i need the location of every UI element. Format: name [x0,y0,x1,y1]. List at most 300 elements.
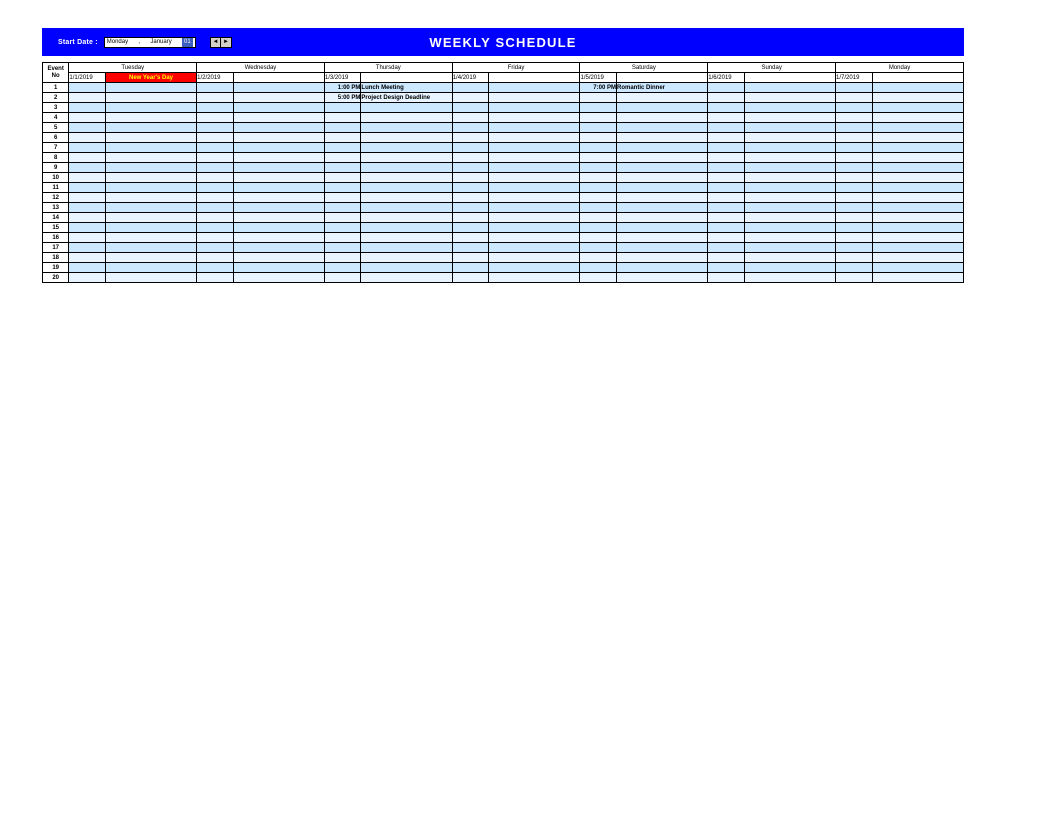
event-description-cell[interactable] [105,153,196,163]
event-time-cell[interactable] [69,153,106,163]
event-description-cell[interactable] [105,83,196,93]
event-time-cell[interactable] [324,163,361,173]
event-description-cell[interactable] [744,133,835,143]
event-time-cell[interactable] [580,173,617,183]
table-row [43,133,964,143]
event-time-cell[interactable] [708,163,745,173]
table-row [43,103,964,113]
event-time-cell[interactable] [324,123,361,133]
date-cell-wednesday: 1/2/2019 [197,73,234,83]
event-description-cell[interactable] [361,263,452,273]
event-description-cell[interactable] [616,163,707,173]
event-time-cell[interactable] [324,183,361,193]
event-time-cell[interactable] [836,173,873,183]
event-description-cell[interactable] [361,183,452,193]
event-time-cell[interactable] [324,143,361,153]
event-time-cell[interactable] [69,103,106,113]
event-description-cell[interactable] [489,153,580,163]
event-time-cell[interactable] [708,213,745,223]
event-description-cell[interactable] [361,163,452,173]
event-description-cell[interactable] [361,253,452,263]
event-description-cell[interactable] [233,143,324,153]
event-time-cell[interactable] [197,113,234,123]
event-time-cell[interactable] [324,253,361,263]
event-time-cell[interactable] [580,253,617,263]
event-time-cell[interactable] [708,123,745,133]
event-time-cell[interactable] [836,83,873,93]
event-description-cell[interactable] [105,203,196,213]
event-description-cell[interactable] [105,213,196,223]
event-time-cell[interactable] [836,133,873,143]
event-time-cell[interactable]: 1:00 PM [324,83,361,93]
event-time-cell[interactable] [836,163,873,173]
event-description-cell[interactable] [616,233,707,243]
event-description-cell[interactable] [233,213,324,223]
event-description-cell[interactable] [616,273,707,283]
event-time-cell[interactable] [452,253,489,263]
event-time-cell[interactable] [69,113,106,123]
event-time-cell[interactable] [69,123,106,133]
event-time-cell[interactable] [580,133,617,143]
event-description-cell[interactable] [744,123,835,133]
event-number-cell: 19 [43,263,69,273]
event-description-cell[interactable] [616,113,707,123]
event-description-cell[interactable] [616,223,707,233]
event-description-cell[interactable] [872,133,963,143]
event-description-cell[interactable] [872,83,963,93]
event-time-cell[interactable] [708,243,745,253]
event-description-cell[interactable] [489,143,580,153]
event-time-cell[interactable] [69,233,106,243]
event-time-cell[interactable] [452,143,489,153]
event-description-cell[interactable] [616,143,707,153]
event-description-cell[interactable] [489,263,580,273]
event-description-cell[interactable] [105,143,196,153]
event-time-cell[interactable] [708,113,745,123]
event-description-cell[interactable] [233,253,324,263]
event-description-cell[interactable] [233,263,324,273]
event-description-cell[interactable] [744,163,835,173]
event-description-cell[interactable]: Romantic Dinner [616,83,707,93]
event-description-cell[interactable] [744,93,835,103]
event-description-cell[interactable]: Lunch Meeting [361,83,452,93]
event-time-cell[interactable] [452,93,489,103]
event-description-cell[interactable] [105,103,196,113]
event-description-cell[interactable] [105,173,196,183]
event-time-cell[interactable] [836,233,873,243]
event-time-cell[interactable] [324,103,361,113]
event-time-cell[interactable] [452,273,489,283]
table-row [43,273,964,283]
event-time-cell[interactable] [452,243,489,253]
event-time-cell[interactable] [580,183,617,193]
event-description-cell[interactable]: Project Design Deadline [361,93,452,103]
event-time-cell[interactable] [452,203,489,213]
event-time-cell[interactable] [580,163,617,173]
event-description-cell[interactable] [744,173,835,183]
event-description-cell[interactable] [489,83,580,93]
event-time-cell[interactable] [197,203,234,213]
event-description-cell[interactable] [105,133,196,143]
event-time-cell[interactable] [452,153,489,163]
event-description-cell[interactable] [489,233,580,243]
event-description-cell[interactable] [616,263,707,273]
event-time-cell[interactable] [452,83,489,93]
event-description-cell[interactable] [361,123,452,133]
event-description-cell[interactable] [105,193,196,203]
event-time-cell[interactable] [452,103,489,113]
event-time-cell[interactable] [836,123,873,133]
event-time-cell[interactable] [324,133,361,143]
event-time-cell[interactable] [708,153,745,163]
event-time-cell[interactable] [580,223,617,233]
event-time-cell[interactable] [452,183,489,193]
event-description-cell[interactable] [105,243,196,253]
event-description-cell[interactable] [361,193,452,203]
event-time-cell[interactable] [836,213,873,223]
event-description-cell[interactable] [233,123,324,133]
event-description-cell[interactable] [744,213,835,223]
event-description-cell[interactable] [616,93,707,103]
event-description-cell[interactable] [105,183,196,193]
event-time-cell[interactable] [836,203,873,213]
event-description-cell[interactable] [744,233,835,243]
event-time-cell[interactable] [452,213,489,223]
start-date-day[interactable]: January [150,38,172,45]
date-cell-tuesday: 1/1/2019 [69,73,106,83]
table-header-row [43,63,964,73]
event-description-cell[interactable] [233,233,324,243]
event-description-cell[interactable] [489,203,580,213]
event-description-cell[interactable] [872,243,963,253]
event-time-cell[interactable] [580,203,617,213]
event-time-cell[interactable] [197,243,234,253]
event-description-cell[interactable] [872,123,963,133]
event-time-cell[interactable] [836,143,873,153]
event-time-cell[interactable] [708,133,745,143]
event-time-cell[interactable] [708,193,745,203]
event-description-cell[interactable] [233,163,324,173]
event-description-cell[interactable] [489,173,580,183]
event-time-cell[interactable] [69,183,106,193]
event-number-cell: 4 [43,113,69,123]
event-description-cell[interactable] [489,253,580,263]
event-time-cell[interactable] [197,193,234,203]
event-description-cell[interactable] [489,123,580,133]
event-description-cell[interactable] [872,223,963,233]
event-time-cell[interactable] [69,213,106,223]
event-time-cell[interactable] [324,263,361,273]
event-time-cell[interactable] [69,143,106,153]
event-description-cell[interactable] [105,233,196,243]
event-time-cell[interactable] [452,233,489,243]
event-description-cell[interactable] [744,203,835,213]
event-description-cell[interactable] [489,193,580,203]
event-time-cell[interactable] [452,163,489,173]
event-description-cell[interactable] [361,213,452,223]
event-time-cell[interactable] [69,243,106,253]
event-time-cell[interactable] [836,113,873,123]
event-description-cell[interactable] [616,153,707,163]
event-time-cell[interactable] [197,103,234,113]
event-time-cell[interactable] [580,143,617,153]
event-description-cell[interactable] [105,273,196,283]
event-description-cell[interactable] [872,103,963,113]
event-time-cell[interactable] [69,163,106,173]
event-time-cell[interactable] [69,133,106,143]
event-time-cell[interactable] [708,183,745,193]
date-cell-friday: 1/4/2019 [452,73,489,83]
event-time-cell[interactable] [197,233,234,243]
event-time-cell[interactable] [197,183,234,193]
event-time-cell[interactable] [197,173,234,183]
event-time-cell[interactable] [197,143,234,153]
event-time-cell[interactable] [836,253,873,263]
event-time-cell[interactable] [452,173,489,183]
event-description-cell[interactable] [233,183,324,193]
event-description-cell[interactable] [233,93,324,103]
event-description-cell[interactable] [744,143,835,153]
event-description-cell[interactable] [744,193,835,203]
start-date-year[interactable]: 01 [184,38,191,45]
event-description-cell[interactable] [489,183,580,193]
event-time-cell[interactable] [452,113,489,123]
event-description-cell[interactable] [233,273,324,283]
event-time-cell[interactable] [197,223,234,233]
event-time-cell[interactable] [708,263,745,273]
event-description-cell[interactable] [616,253,707,263]
event-description-cell[interactable] [872,93,963,103]
event-time-cell[interactable] [324,113,361,123]
event-description-cell[interactable] [233,223,324,233]
event-description-cell[interactable] [489,103,580,113]
event-description-cell[interactable] [616,133,707,143]
event-time-cell[interactable] [836,193,873,203]
event-description-cell[interactable] [872,163,963,173]
event-time-cell[interactable] [69,263,106,273]
event-time-cell[interactable] [580,93,617,103]
event-time-cell[interactable]: 7:00 PM [580,83,617,93]
table-row [43,113,964,123]
event-time-cell[interactable] [708,103,745,113]
event-time-cell[interactable] [836,243,873,253]
event-time-cell[interactable] [324,173,361,183]
event-description-cell[interactable] [233,103,324,113]
event-time-cell[interactable] [708,233,745,243]
event-description-cell[interactable] [489,213,580,223]
event-time-cell[interactable] [452,263,489,273]
event-time-cell[interactable] [580,263,617,273]
event-time-cell[interactable] [452,123,489,133]
event-time-cell[interactable] [708,83,745,93]
event-description-cell[interactable] [744,113,835,123]
event-description-cell[interactable] [872,263,963,273]
event-time-cell[interactable] [580,273,617,283]
event-description-cell[interactable] [616,213,707,223]
table-row [43,173,964,183]
event-description-cell[interactable] [361,173,452,183]
event-time-cell[interactable] [69,203,106,213]
spinner-right-arrow-icon[interactable]: ► [223,39,229,45]
event-description-cell[interactable] [233,173,324,183]
event-time-cell[interactable] [197,123,234,133]
event-description-cell[interactable] [872,183,963,193]
event-description-cell[interactable] [616,173,707,183]
event-description-cell[interactable] [744,243,835,253]
event-time-cell[interactable] [452,193,489,203]
event-time-cell[interactable] [580,243,617,253]
event-time-cell[interactable] [836,223,873,233]
event-description-cell[interactable] [489,93,580,103]
event-time-cell[interactable] [324,233,361,243]
event-time-cell[interactable] [69,83,106,93]
event-description-cell[interactable] [361,273,452,283]
event-time-cell[interactable] [197,163,234,173]
event-description-cell[interactable] [744,103,835,113]
event-description-cell[interactable] [616,123,707,133]
event-description-cell[interactable] [233,203,324,213]
event-description-cell[interactable] [105,123,196,133]
event-description-cell[interactable] [361,243,452,253]
event-description-cell[interactable] [872,153,963,163]
event-time-cell[interactable] [197,153,234,163]
event-time-cell[interactable] [197,213,234,223]
event-no-header [43,63,69,83]
event-description-cell[interactable] [489,113,580,123]
event-description-cell[interactable] [744,83,835,93]
event-time-cell[interactable] [324,223,361,233]
event-description-cell[interactable] [489,163,580,173]
event-description-cell[interactable] [105,223,196,233]
event-time-cell[interactable] [836,153,873,163]
event-description-cell[interactable] [233,153,324,163]
event-description-cell[interactable] [872,253,963,263]
event-time-cell[interactable] [452,223,489,233]
event-description-cell[interactable] [105,113,196,123]
event-time-cell[interactable] [580,113,617,123]
event-time-cell[interactable] [580,103,617,113]
event-description-cell[interactable] [616,243,707,253]
event-time-cell[interactable] [836,183,873,193]
event-time-cell[interactable] [324,203,361,213]
event-time-cell[interactable] [197,83,234,93]
event-description-cell[interactable] [616,183,707,193]
event-description-cell[interactable] [361,103,452,113]
event-description-cell[interactable] [105,263,196,273]
event-time-cell[interactable] [452,133,489,143]
event-description-cell[interactable] [744,183,835,193]
event-time-cell[interactable] [197,93,234,103]
event-time-cell[interactable] [708,273,745,283]
event-time-cell[interactable] [197,273,234,283]
spinner-left-arrow-icon[interactable]: ◄ [211,38,222,47]
event-description-cell[interactable] [233,113,324,123]
event-description-cell[interactable] [872,233,963,243]
event-time-cell[interactable] [708,253,745,263]
event-description-cell[interactable] [105,163,196,173]
event-description-cell[interactable] [744,263,835,273]
event-description-cell[interactable] [489,273,580,283]
event-description-cell[interactable] [872,143,963,153]
event-time-cell[interactable] [836,103,873,113]
event-description-cell[interactable] [233,243,324,253]
event-time-cell[interactable] [324,193,361,203]
event-time-cell[interactable] [69,253,106,263]
event-description-cell[interactable] [361,153,452,163]
table-row [43,193,964,203]
event-time-cell[interactable] [580,193,617,203]
event-description-cell[interactable] [233,193,324,203]
event-description-cell[interactable] [744,153,835,163]
event-description-cell[interactable] [872,113,963,123]
event-time-cell[interactable] [324,213,361,223]
event-description-cell[interactable] [105,253,196,263]
event-description-cell[interactable] [616,203,707,213]
event-description-cell[interactable] [872,213,963,223]
event-time-cell[interactable] [324,273,361,283]
event-description-cell[interactable] [361,203,452,213]
start-date-month[interactable]: Monday [106,38,129,45]
event-time-cell[interactable]: 5:00 PM [324,93,361,103]
event-time-cell[interactable] [197,133,234,143]
event-time-cell[interactable] [580,153,617,163]
event-description-cell[interactable] [616,103,707,113]
event-description-cell[interactable] [489,133,580,143]
event-description-cell[interactable] [361,233,452,243]
event-time-cell[interactable] [69,223,106,233]
event-time-cell[interactable] [324,153,361,163]
event-time-cell[interactable] [836,263,873,273]
event-description-cell[interactable] [872,173,963,183]
event-time-cell[interactable] [197,263,234,273]
event-time-cell[interactable] [69,273,106,283]
event-time-cell[interactable] [69,173,106,183]
event-number-cell: 20 [43,273,69,283]
event-description-cell[interactable] [616,193,707,203]
event-description-cell[interactable] [744,273,835,283]
event-time-cell[interactable] [324,243,361,253]
event-description-cell[interactable] [233,83,324,93]
event-time-cell[interactable] [708,143,745,153]
event-time-cell[interactable] [708,223,745,233]
event-time-cell[interactable] [197,253,234,263]
event-description-cell[interactable] [489,223,580,233]
event-description-cell[interactable] [872,273,963,283]
day-header-saturday: Saturday [580,63,708,73]
event-description-cell[interactable] [361,113,452,123]
event-time-cell[interactable] [708,173,745,183]
event-description-cell[interactable] [744,223,835,233]
event-description-cell[interactable] [233,133,324,143]
event-description-cell[interactable] [872,203,963,213]
event-description-cell[interactable] [361,223,452,233]
event-time-cell[interactable] [708,203,745,213]
event-description-cell[interactable] [105,93,196,103]
event-time-cell[interactable] [69,193,106,203]
event-description-cell[interactable] [744,253,835,263]
event-description-cell[interactable] [361,143,452,153]
event-time-cell[interactable] [708,93,745,103]
event-time-cell[interactable] [580,213,617,223]
event-description-cell[interactable] [489,243,580,253]
event-time-cell[interactable] [580,123,617,133]
event-time-cell[interactable] [836,273,873,283]
event-time-cell[interactable] [836,93,873,103]
event-description-cell[interactable] [361,133,452,143]
event-time-cell[interactable] [580,233,617,243]
event-time-cell[interactable] [69,93,106,103]
event-description-cell[interactable] [872,193,963,203]
